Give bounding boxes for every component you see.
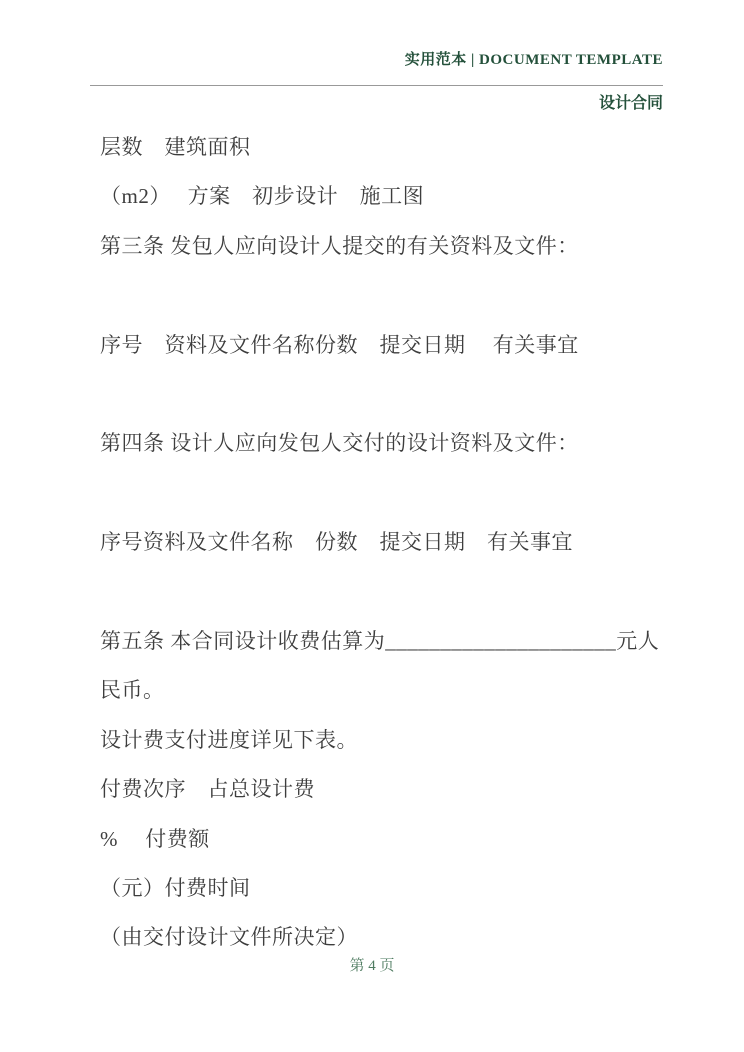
document-body <box>100 123 670 963</box>
blank-line <box>100 469 670 518</box>
clause-4-heading: 第四条 设计人应向发包人交付的设计资料及文件： <box>100 431 579 456</box>
blank-line <box>100 568 670 617</box>
clause-5-fee-line: 第五条 本合同设计收费估算为_____________________元人民币。 <box>100 629 660 703</box>
clause-4-table-header: 序号资料及文件名称 份数 提交日期 有关事宜 <box>100 530 573 555</box>
page-header <box>90 0 663 113</box>
blank-line <box>100 370 670 419</box>
page-number: 第 4 页 <box>349 958 395 974</box>
line-payment-amount-time: （元）付费时间 <box>100 876 251 901</box>
line-m2-design-phases: （m2） 方案 初步设计 施工图 <box>100 184 425 209</box>
document-title: 设计合同 <box>598 95 663 112</box>
header-brand: 实用范本 | DOCUMENT TEMPLATE <box>404 52 663 68</box>
line-payment-schedule: 设计费支付进度详见下表。 <box>100 727 358 752</box>
line-payment-determined: （由交付设计文件所决定） <box>100 925 358 950</box>
line-payment-percent: % 付费额 <box>100 826 210 851</box>
clause-3-table-header: 序号 资料及文件名称份数 提交日期 有关事宜 <box>100 332 579 357</box>
header-divider <box>90 85 663 86</box>
line-floors-area: 层数 建筑面积 <box>100 135 251 159</box>
line-payment-order: 付费次序 占总设计费 <box>100 777 315 802</box>
clause-3-heading: 第三条 发包人应向设计人提交的有关资料及文件： <box>100 233 579 258</box>
blank-line <box>100 271 670 320</box>
